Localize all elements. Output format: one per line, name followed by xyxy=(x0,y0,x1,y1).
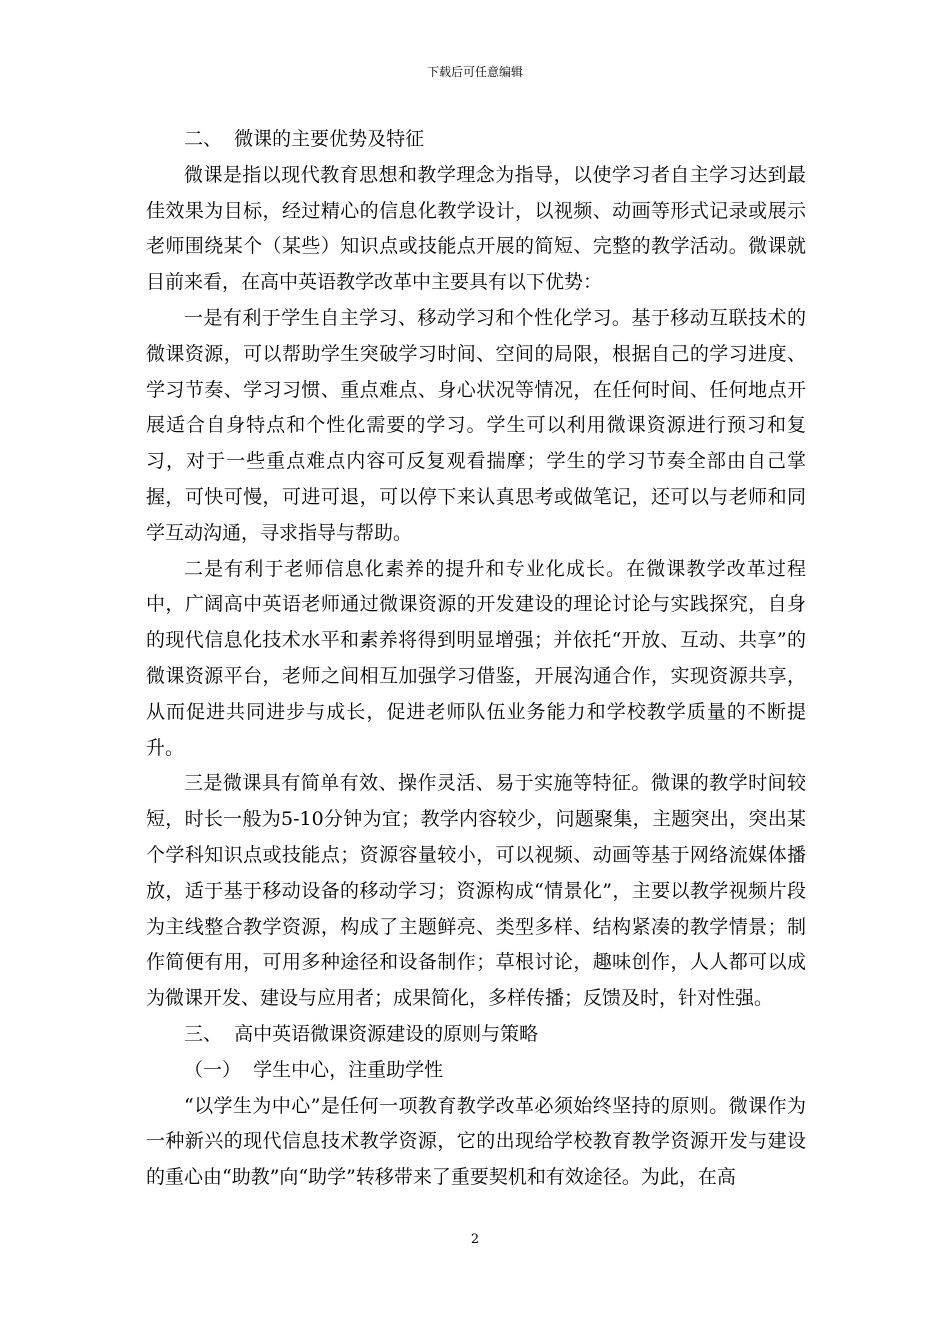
section-heading-3: 三、 高中英语微课资源建设的原则与策略 xyxy=(184,1022,539,1045)
paragraph: 微课是指以现代教育思想和教学理念为指导，以使学习者自主学习达到最佳效果为目标，经过精心的信息化教学设计，以视频、动画等形式记录或展示老师围绕某个（某些）知识点或技能点开展的简短、完整的教学活动。微课就目前来看，在高中英语教学改革中主要具有以下优势： xyxy=(146,163,806,294)
paragraph: 二是有利于老师信息化素养的提升和专业化成长。在微课教学改革过程中，广阔高中英语老师通过微课资源的开发建设的理论讨论与实践探究，自身的现代信息化技术水平和素养将得到明显增强；并依托“开放、互动、共享”的微课资源平台，老师之间相互加强学习借鉴，开展沟通合作，实现资源共享，从而促进共同进步与成长，促进老师队伍业务能力和学校教学质量的不断提升。 xyxy=(146,557,806,759)
page-number: 2 xyxy=(470,1232,480,1247)
paragraph: 三是微课具有简单有效、操作灵活、易于实施等特征。微课的教学时间较短，时长一般为5-10分钟为宜；教学内容较少，问题聚集，主题突出，突出某个学科知识点或技能点；资源容量较小，可以视频、动画等基于网络流媒体播放，适于基于移动设备的移动学习；资源构成“情景化”，主要以教学视频片段为主线整合教学资源，构成了主题鲜亮、类型多样、结构紧凑的教学情景；制作简便有用，可用多种途径和设备制作；草根讨论，趣味创作，人人都可以成为微课开发、建设与应用者；成果简化，多样传播；反馈及时，针对性强。 xyxy=(146,772,806,1010)
paragraph: 一是有利于学生自主学习、移动学习和个性化学习。基于移动互联技术的微课资源，可以帮助学生突破学习时间、空间的局限，根据自己的学习进度、学习节奏、学习习惯、重点难点、身心状况等情况，在任何时间、任何地点开展适合自身特点和个性化需要的学习。学生可以利用微课资源进行预习和复习，对于一些重点难点内容可反复观看揣摩；学生的学习节奏全部由自己掌握，可快可慢，可进可退，可以停下来认真思考或做笔记，还可以与老师和同学互动沟通，寻求指导与帮助。 xyxy=(146,306,806,544)
paragraph: “以学生为中心”是任何一项教育教学改革必须始终坚持的原则。微课作为一种新兴的现代信息技术教学资源，它的出现给学校教育教学资源开发与建设的重心由“助教”向“助学”转移带来了重要契机和有效途径。为此，在高 xyxy=(146,1094,806,1189)
document-body xyxy=(146,122,806,1196)
subsection-heading-3-1: （一） 学生中心，注重助学性 xyxy=(184,1058,444,1081)
section-heading-2: 二、 微课的主要优势及特征 xyxy=(184,128,425,150)
page-header: 下载后可任意编辑 xyxy=(426,65,523,79)
